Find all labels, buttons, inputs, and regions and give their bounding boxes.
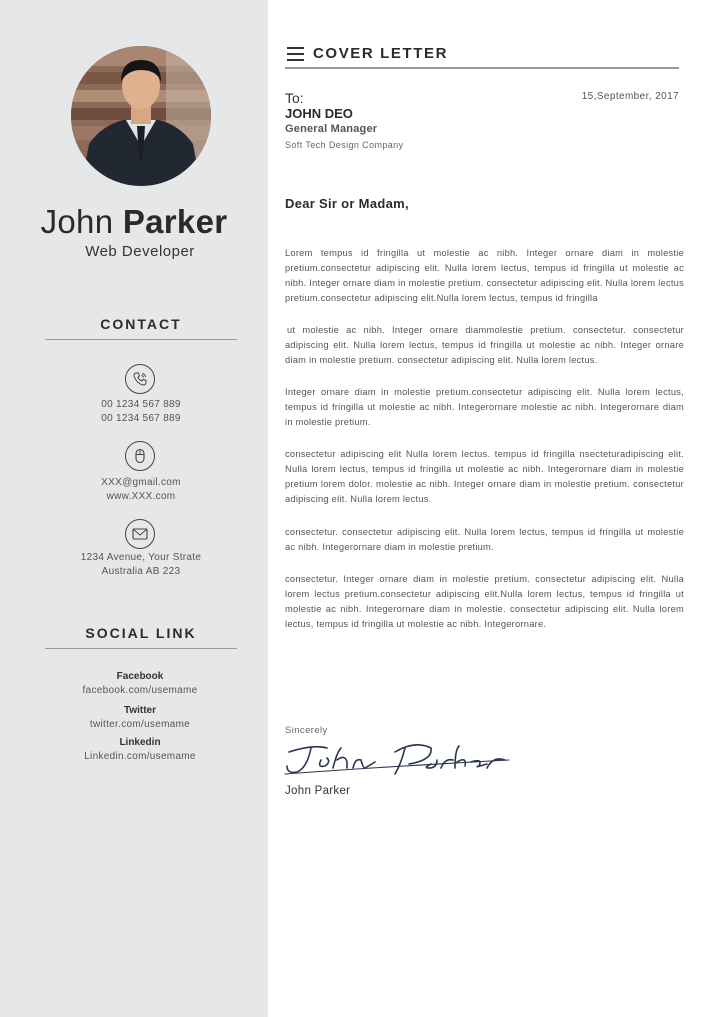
facebook-label: Facebook [116,671,164,682]
letter-paragraph: consectetur adipiscing elit Nulla lorem lectus. tempus id fringilla nsecteturadipiscing elit. Nulla lorem lectus, tempus id fringilla ut molestie ac nibh. Integerornare diam in molestie pretium lorem dolor. molestie ac nibh. Integer ornare diam in molestie pretium. consectetur adipiscing elit. Nulla lorem lectus. [285,449,684,504]
address-line-1: 1234 Avenue, Your Strate [80,552,202,563]
sidebar [0,0,268,1017]
address-line-2: Australia AB 223 [101,566,181,577]
phone-number-1: 00 1234 567 889 [101,399,181,410]
signed-name: John Parker [285,785,351,797]
mouse-icon [125,441,155,471]
facebook-link[interactable]: facebook.com/usemame [82,685,198,696]
website-address: www.XXX.com [106,491,176,502]
letter-paragraph: consectetur. consectetur adipiscing elit. Nulla lorem lectus, tempus id fringilla ut molestie ac nibh. Integerornare diam in molestie pretium. [285,527,684,552]
letter-paragraph: consectetur. Integer ornare diam in molestie pretium. consectetur adipiscing elit. Nulla lorem lectus pretium.consectetur adipiscing elit.Nulla lorem lectus, tempus id fringilla ut molestie ac nibh. Integerornare diam in molestie. consectetur adipiscing elit. Nulla lorem lectus, tempus id fringilla ut molestie ac nibh. Integerornare. [285,574,684,629]
social-link-heading: SOCIAL LINK [45,625,237,649]
signature [283,738,513,785]
recipient-position: General Manager [285,123,378,135]
menu-icon [287,47,304,61]
profile-photo [71,46,211,186]
twitter-link[interactable]: twitter.com/usemame [89,719,191,730]
letter-paragraph: Integer ornare diam in molestie pretium.consectetur adipiscing elit. Nulla lorem lectus, tempus id fringilla ut molestie ac nibh. Integerornare molestie ac nibh. Integerornare diam in molestie pretium. [285,387,684,427]
to-label: To: [285,90,304,106]
linkedin-label: Linkedin [119,737,161,748]
candidate-name [0,203,268,241]
heading-divider [285,67,679,69]
cover-letter-heading: COVER LETTER [313,45,449,62]
salutation: Dear Sir or Madam, [285,196,409,211]
phone-icon [125,364,155,394]
letter-date: 15,September, 2017 [581,91,679,102]
phone-number-2: 00 1234 567 889 [101,413,181,424]
twitter-label: Twitter [123,705,157,716]
recipient-company: Soft Tech Design Company [285,140,404,150]
last-name: Parker [122,203,228,240]
mail-icon [125,519,155,549]
job-title: Web Developer [85,243,195,260]
recipient-name: JOHN DEO [285,106,353,121]
contact-heading: CONTACT [45,316,237,340]
letter-paragraph: Lorem tempus id fringilla ut molestie ac nibh. Integer ornare diam in molestie pretium.consectetur adipiscing elit. Nulla lorem lectus, tempus id fringilla ut molestie ac nibh. Integer ornare diam in molestie pretium. consectetur adipiscing elit. Nulla lorem lectus pretium.consectetur adipiscing elit.Nulla lorem lectus, tempus id fringilla [285,248,684,303]
email-address: XXX@gmail.com [101,477,181,488]
letter-paragraph: ut molestie ac nibh. Integer ornare diammolestie pretium. consectetur. consectetur adipiscing elit. Nulla lorem lectus, tempus id fringilla ut molestie ac nibh. Integer ornare diam in molestie pretium. consectetur adipiscing elit. Nulla lorem lectus. [285,325,684,365]
first-name: John [40,203,114,240]
closing: Sincerely [285,725,328,736]
linkedin-link[interactable]: Linkedin.com/usemame [84,751,196,762]
